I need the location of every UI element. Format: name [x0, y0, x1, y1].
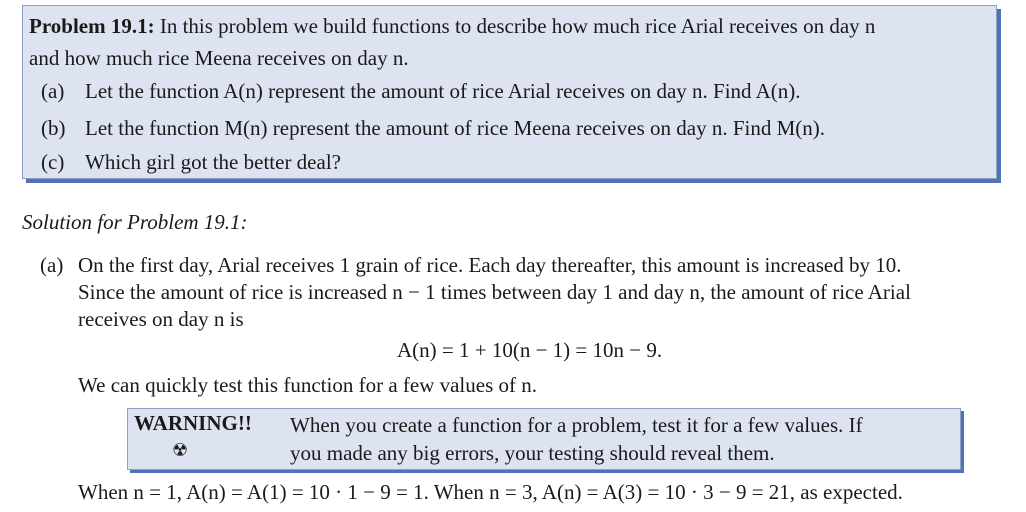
- problem-item-text: Which girl got the better deal?: [85, 150, 341, 174]
- problem-item-a: [41, 79, 801, 104]
- solution-equation: A(n) = 1 + 10(n − 1) = 10n − 9.: [397, 338, 663, 362]
- warning-text-line-1: When you create a function for a problem, test it for a few values. If: [290, 413, 863, 437]
- radiation-icon: ☢: [172, 440, 189, 460]
- solution-last-line: When n = 1, A(n) = A(1) = 10 · 1 − 9 = 1. When n = 3, A(n) = A(3) = 10 · 3 − 9 = 21, as expected.: [78, 480, 903, 504]
- solution-line-3: receives on day n is: [78, 307, 244, 331]
- solution-part-a-label: (a): [40, 253, 64, 277]
- problem-item-c: [41, 150, 341, 175]
- problem-item-label: (a): [41, 79, 65, 103]
- problem-item-label: (b): [41, 116, 66, 140]
- problem-intro-line-2: and how much rice Meena receives on day n.: [29, 46, 409, 70]
- problem-item-b: [41, 116, 825, 141]
- problem-item-text: Let the function M(n) represent the amount of rice Meena receives on day n. Find M(n).: [85, 116, 826, 140]
- problem-item-label: (c): [41, 150, 65, 174]
- problem-intro-line-1: [29, 14, 875, 39]
- solution-heading: Solution for Problem 19.1:: [22, 210, 248, 234]
- solution-line-1: On the first day, Arial receives 1 grain of rice. Each day thereafter, this amount is increased by 10.: [78, 253, 902, 277]
- problem-box: [22, 5, 997, 179]
- warning-text: [290, 411, 863, 467]
- solution-line-2: Since the amount of rice is increased n − 1 times between day 1 and day n, the amount of rice Arial: [78, 280, 911, 304]
- warning-text-line-2: you made any big errors, your testing should reveal them.: [290, 441, 775, 465]
- problem-heading: Problem 19.1:: [29, 14, 155, 38]
- warning-title: WARNING!!: [134, 411, 252, 435]
- problem-item-text: Let the function A(n) represent the amount of rice Arial receives on day n. Find A(n).: [85, 79, 801, 103]
- solution-line-4: We can quickly test this function for a few values of n.: [78, 373, 538, 397]
- warning-box: [127, 408, 961, 470]
- problem-intro-text-1: In this problem we build functions to describe how much rice Arial receives on day n: [159, 14, 876, 38]
